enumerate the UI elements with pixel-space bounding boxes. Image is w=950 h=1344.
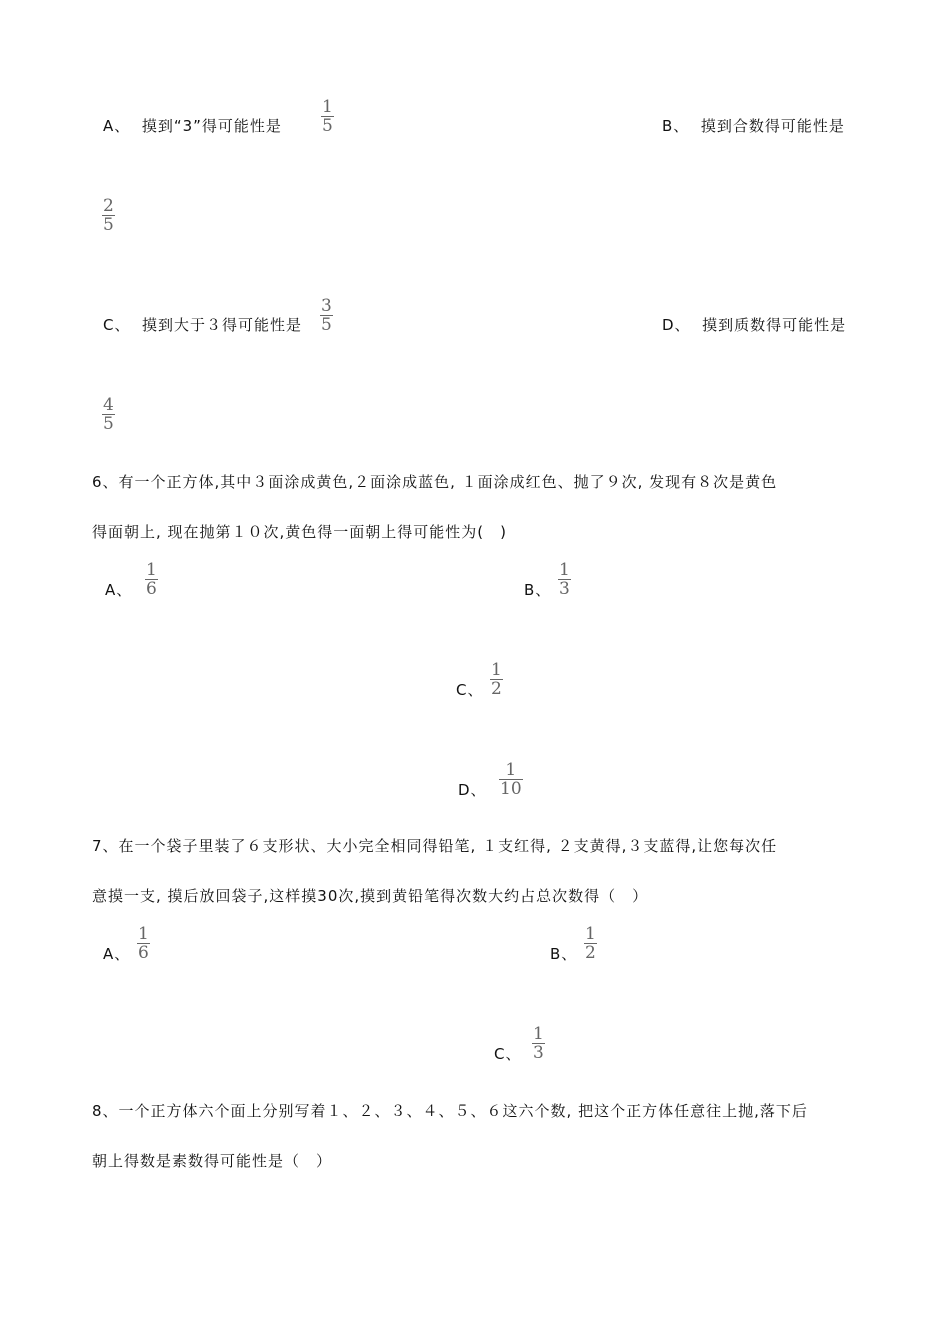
q5-option-c-fraction	[320, 298, 333, 333]
q7-option-c-label: C、	[494, 1045, 522, 1063]
q8-text-line2: 朝上得数是素数得可能性是（ ）	[92, 1152, 333, 1170]
fraction-numerator: 1	[533, 1024, 544, 1044]
q6-option-d-fraction	[499, 762, 523, 797]
q7-option-a-fraction	[137, 926, 150, 961]
q5-option-a	[103, 116, 282, 136]
q6-option-c-fraction	[490, 662, 503, 697]
fraction-denominator: 5	[103, 215, 114, 235]
fraction-numerator: 1	[146, 560, 157, 580]
q6-option-a-label: A、	[105, 581, 133, 599]
q7-option-c-fraction	[532, 1026, 545, 1061]
fraction-denominator: 3	[533, 1043, 544, 1063]
fraction-denominator: 2	[585, 943, 596, 963]
fraction-numerator: 1	[585, 924, 596, 944]
q5-option-c-text: 摸到大于３得可能性是	[142, 316, 303, 334]
q5-option-d-label: D、	[662, 316, 691, 334]
q5-option-b-text: 摸到合数得可能性是	[700, 117, 845, 135]
fraction-denominator: 6	[146, 579, 157, 599]
fraction-numerator: 1	[138, 924, 149, 944]
fraction-denominator: 10	[500, 779, 522, 799]
q5-option-a-text: 摸到“3”得可能性是	[141, 117, 282, 135]
q6-text-line2: 得面朝上, 现在抛第１０次,黄色得一面朝上得可能性为( )	[92, 523, 508, 541]
q5-option-b	[662, 116, 845, 136]
fraction-denominator: 6	[138, 943, 149, 963]
q5-option-a-label: A、	[103, 117, 131, 135]
fraction-numerator: 4	[103, 395, 114, 415]
q7-text-line2: 意摸一支, 摸后放回袋子,这样摸30次,摸到黄铅笔得次数大约占总次数得（ ）	[92, 887, 649, 905]
q6-option-b-label: B、	[524, 581, 552, 599]
fraction-numerator: 3	[321, 296, 332, 316]
q5-option-d	[662, 315, 846, 335]
q5-option-c-label: C、	[103, 316, 131, 334]
q7-option-b-label: B、	[550, 945, 578, 963]
q5-option-b-label: B、	[662, 117, 690, 135]
q5-option-d-text: 摸到质数得可能性是	[702, 316, 847, 334]
q6-option-d-label: D、	[458, 781, 487, 799]
fraction-numerator: 1	[505, 760, 517, 780]
fraction-numerator: 2	[103, 196, 114, 216]
q5-option-d-fraction	[102, 397, 115, 432]
q8-text-line1: 8、一个正方体六个面上分别写着１、２、３、４、５、６这六个数, 把这个正方体任意往上抛,落下后	[92, 1102, 808, 1120]
fraction-denominator: 3	[559, 579, 570, 599]
q5-option-a-fraction	[321, 99, 334, 134]
q6-option-a-fraction	[145, 562, 158, 597]
fraction-numerator: 1	[559, 560, 570, 580]
fraction-numerator: 1	[491, 660, 502, 680]
q7-option-b-fraction	[584, 926, 597, 961]
q7-option-a-label: A、	[103, 945, 131, 963]
fraction-denominator: 5	[322, 116, 333, 136]
q6-text-line1: 6、有一个正方体,其中３面涂成黄色,２面涂成蓝色, １面涂成红色、抛了９次, 发现有８次是黄色	[92, 473, 778, 491]
q6-option-c-label: C、	[456, 681, 484, 699]
q7-text-line1: 7、在一个袋子里装了６支形状、大小完全相同得铅笔, １支红得, ２支黄得,３支蓝得,让您每次任	[92, 837, 778, 855]
fraction-denominator: 5	[103, 414, 114, 434]
q5-option-b-fraction	[102, 198, 115, 233]
fraction-denominator: 5	[321, 315, 332, 335]
fraction-denominator: 2	[491, 679, 502, 699]
q6-option-b-fraction	[558, 562, 571, 597]
fraction-numerator: 1	[322, 97, 333, 117]
q5-option-c	[103, 315, 302, 335]
